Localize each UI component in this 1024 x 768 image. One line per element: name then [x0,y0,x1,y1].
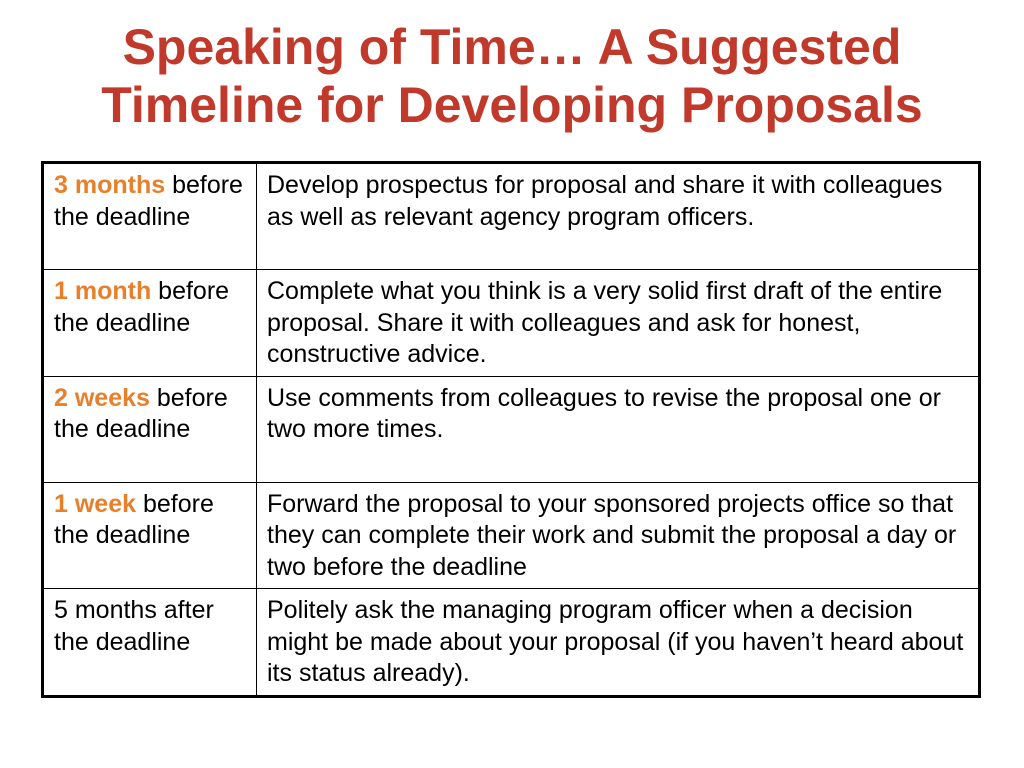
timeframe-highlight: 2 weeks [54,383,150,412]
timeline-row [43,589,980,697]
slide-title-line-1: Speaking of Time… A Suggested [122,19,902,75]
timeframe-cell [43,163,257,270]
timeframe-cell [43,270,257,377]
timeframe-text: before the deadline [54,277,230,337]
timeline-row [43,482,980,589]
timeframe-cell [43,482,257,589]
timeframe-text: 5 months after the deadline [54,596,214,656]
timeframe-highlight: 3 months [54,171,166,199]
slide-title [0,18,1024,134]
timeframe-highlight: 1 week [54,489,137,518]
timeline-table [41,161,981,698]
timeframe-cell [43,376,257,482]
task-cell: Develop prospectus for proposal and share it with colleagues as well as relevant agency program officers. [257,163,980,270]
timeframe-highlight: 1 month [54,277,152,305]
timeline-row [43,376,980,482]
timeline-row [43,163,980,270]
slide-title-line-2: Timeline for Developing Proposals [101,77,923,133]
timeframe-text: before the deadline [54,171,243,231]
task-cell: Use comments from colleagues to revise the proposal one or two more times. [257,376,980,482]
timeline-row [43,270,980,377]
task-cell: Politely ask the managing program officer when a decision might be made about your proposal (if you haven’t heard about its status already). [257,589,980,697]
timeframe-text: before the deadline [54,489,214,549]
timeframe-text: before the deadline [54,383,228,443]
task-cell: Complete what you think is a very solid first draft of the entire proposal. Share it with colleagues and ask for honest, constructive advice. [257,270,980,377]
task-cell: Forward the proposal to your sponsored projects office so that they can complete their work and submit the proposal a day or two before the deadline [257,482,980,589]
timeframe-cell [43,589,257,697]
